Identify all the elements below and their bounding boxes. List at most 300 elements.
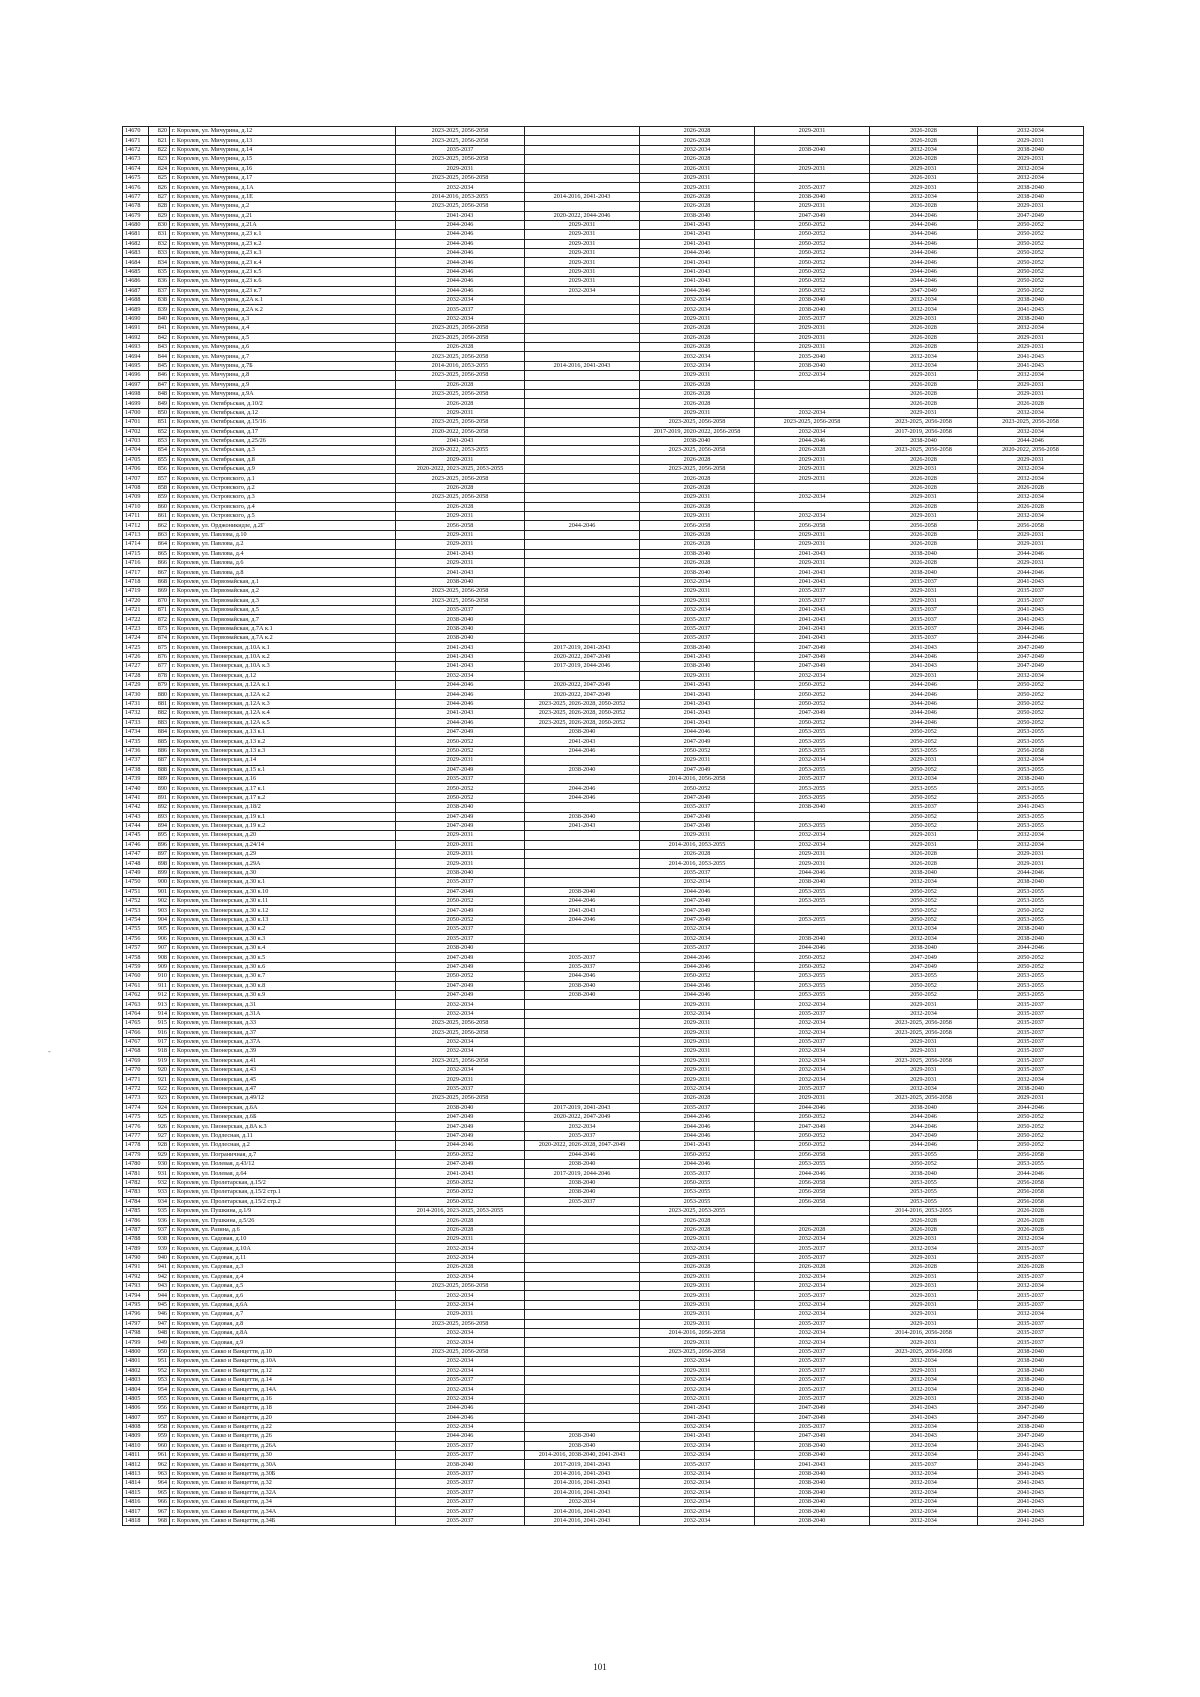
cell-period-d: 2032-2034 [755, 840, 870, 849]
cell-period-a: 2044-2046 [396, 220, 525, 229]
cell-address: г. Королев, ул. Садовая, д.8А [170, 1329, 396, 1338]
cell-period-d: 2038-2040 [755, 1441, 870, 1450]
cell-period-c: 2029-2031 [640, 587, 755, 596]
cell-period-f: 2050-2052 [978, 1122, 1084, 1131]
cell-period-d: 2053-2055 [755, 793, 870, 802]
cell-address: г. Королев, ул. Сакко и Ванцетти, д.14А [170, 1385, 396, 1394]
cell-address: г. Королев, ул. Мичурина, д.23 к.2 [170, 239, 396, 248]
cell-period-e: 2041-2043 [870, 1432, 978, 1441]
cell-row-id: 14676 [123, 183, 149, 192]
cell-address: г. Королев, ул. Пионерская, д.24/14 [170, 840, 396, 849]
cell-address: г. Королев, ул. Пионерская, д.30 к.7 [170, 972, 396, 981]
cell-item-number: 914 [149, 1009, 170, 1018]
cell-period-f: 2032-2034 [978, 1235, 1084, 1244]
cell-period-f: 2053-2055 [978, 897, 1084, 906]
document-sheet [122, 126, 1083, 1526]
cell-address: г. Королев, ул. Октябрьская, д.12 [170, 408, 396, 417]
cell-period-c: 2029-2031 [640, 408, 755, 417]
cell-row-id: 14701 [123, 418, 149, 427]
cell-period-f: 2053-2055 [978, 784, 1084, 793]
cell-period-b [525, 1422, 640, 1431]
cell-period-d: 2035-2037 [755, 314, 870, 323]
cell-period-d: 2056-2058 [755, 1188, 870, 1197]
cell-item-number: 943 [149, 1282, 170, 1291]
cell-address: г. Королев, ул. Сакко и Ванцетти, д.30Б [170, 1469, 396, 1478]
cell-period-a: 2035-2037 [396, 1451, 525, 1460]
cell-item-number: 950 [149, 1347, 170, 1356]
cell-period-c: 2026-2028 [640, 136, 755, 145]
cell-period-d: 2035-2037 [755, 1319, 870, 1328]
cell-row-id: 14714 [123, 540, 149, 549]
cell-period-d: 2053-2055 [755, 821, 870, 830]
table-row [123, 324, 1084, 333]
cell-period-c: 2029-2031 [640, 1366, 755, 1375]
cell-address: г. Королев, ул. Пионерская, д.16 [170, 774, 396, 783]
cell-period-b: 2038-2040 [525, 1178, 640, 1187]
cell-period-f: 2041-2043 [978, 1498, 1084, 1507]
cell-address: г. Королев, ул. Сакко и Ванцетти, д.30 [170, 1451, 396, 1460]
cell-row-id: 14675 [123, 173, 149, 182]
cell-period-e: 2050-2052 [870, 737, 978, 746]
cell-period-d: 2032-2034 [755, 1066, 870, 1075]
cell-item-number: 955 [149, 1394, 170, 1403]
cell-item-number: 927 [149, 1131, 170, 1140]
cell-period-e: 2044-2046 [870, 1122, 978, 1131]
table-row [123, 1479, 1084, 1488]
cell-address: г. Королев, ул. Мичурина, д.3 [170, 314, 396, 323]
cell-item-number: 852 [149, 427, 170, 436]
cell-row-id: 14763 [123, 1000, 149, 1009]
cell-period-a: 2029-2031 [396, 1310, 525, 1319]
cell-period-d [755, 155, 870, 164]
cell-period-d: 2050-2052 [755, 681, 870, 690]
cell-item-number: 946 [149, 1310, 170, 1319]
cell-row-id: 14723 [123, 624, 149, 633]
cell-row-id: 14818 [123, 1516, 149, 1525]
cell-period-b [525, 1235, 640, 1244]
cell-period-e: 2026-2028 [870, 1225, 978, 1234]
cell-period-a: 2023-2025, 2056-2058 [396, 324, 525, 333]
cell-address: г. Королев, ул. Островского, д.2 [170, 483, 396, 492]
cell-item-number: 958 [149, 1422, 170, 1431]
cell-row-id: 14736 [123, 746, 149, 755]
cell-period-e: 2032-2034 [870, 1507, 978, 1516]
table-row [123, 164, 1084, 173]
cell-address: г. Королев, ул. Островского, д.3 [170, 493, 396, 502]
cell-period-d: 2038-2040 [755, 1451, 870, 1460]
cell-period-b: 2029-2031 [525, 220, 640, 229]
cell-address: г. Королев, ул. Пролетарская, д.15/2 [170, 1178, 396, 1187]
cell-row-id: 14702 [123, 427, 149, 436]
cell-period-f: 2038-2040 [978, 1366, 1084, 1375]
cell-row-id: 14758 [123, 953, 149, 962]
cell-period-b [525, 587, 640, 596]
table-row [123, 568, 1084, 577]
cell-row-id: 14784 [123, 1197, 149, 1206]
cell-period-c: 2026-2028 [640, 850, 755, 859]
table-row [123, 1385, 1084, 1394]
cell-period-a: 2032-2034 [396, 1009, 525, 1018]
cell-address: г. Королев, ул. Павлова, д.10 [170, 530, 396, 539]
table-row [123, 878, 1084, 887]
cell-period-a: 2032-2034 [396, 183, 525, 192]
cell-item-number: 892 [149, 803, 170, 812]
cell-period-f: 2050-2052 [978, 277, 1084, 286]
cell-period-b: 2044-2046 [525, 972, 640, 981]
cell-period-a: 2023-2025, 2056-2058 [396, 1028, 525, 1037]
cell-period-b: 2029-2031 [525, 267, 640, 276]
table-row [123, 868, 1084, 877]
cell-period-b: 2014-2016, 2041-2043 [525, 1479, 640, 1488]
cell-period-f: 2032-2034 [978, 1310, 1084, 1319]
cell-period-b [525, 1272, 640, 1281]
table-row [123, 831, 1084, 840]
cell-row-id: 14728 [123, 671, 149, 680]
table-row [123, 493, 1084, 502]
cell-item-number: 942 [149, 1272, 170, 1281]
cell-period-d: 2050-2052 [755, 699, 870, 708]
cell-period-d: 2035-2037 [755, 1385, 870, 1394]
cell-period-d: 2032-2034 [755, 1000, 870, 1009]
cell-period-f: 2053-2055 [978, 728, 1084, 737]
cell-period-c: 2023-2025, 2056-2058 [640, 446, 755, 455]
cell-item-number: 910 [149, 972, 170, 981]
cell-period-f: 2050-2052 [978, 1141, 1084, 1150]
cell-row-id: 14677 [123, 192, 149, 201]
cell-period-c: 2029-2031 [640, 671, 755, 680]
table-row [123, 1113, 1084, 1122]
cell-period-a: 2032-2034 [396, 296, 525, 305]
cell-period-b: 2029-2031 [525, 249, 640, 258]
cell-period-c: 2029-2031 [640, 1300, 755, 1309]
cell-period-c: 2032-2034 [640, 1422, 755, 1431]
table-row [123, 737, 1084, 746]
cell-period-e: 2050-2052 [870, 812, 978, 821]
table-row [123, 1037, 1084, 1046]
table-row [123, 1460, 1084, 1469]
cell-period-c: 2029-2031 [640, 1075, 755, 1084]
cell-period-f: 2029-2031 [978, 380, 1084, 389]
cell-period-c: 2044-2046 [640, 286, 755, 295]
table-row [123, 615, 1084, 624]
cell-period-c: 2044-2046 [640, 1131, 755, 1140]
cell-period-b: 2014-2016, 2041-2043 [525, 361, 640, 370]
table-row [123, 765, 1084, 774]
cell-period-a: 2050-2052 [396, 1150, 525, 1159]
cell-period-b [525, 465, 640, 474]
cell-row-id: 14767 [123, 1037, 149, 1046]
cell-period-d: 2035-2037 [755, 183, 870, 192]
table-row [123, 296, 1084, 305]
cell-period-f: 2044-2046 [978, 436, 1084, 445]
cell-row-id: 14718 [123, 577, 149, 586]
cell-period-a: 2035-2037 [396, 605, 525, 614]
cell-period-a: 2050-2052 [396, 1178, 525, 1187]
cell-period-e: 2038-2040 [870, 436, 978, 445]
cell-row-id: 14748 [123, 859, 149, 868]
cell-address: г. Королев, ул. Мичурина, д.16 [170, 164, 396, 173]
cell-period-e: 2017-2019, 2056-2058 [870, 427, 978, 436]
cell-period-b: 2020-2022, 2047-2049 [525, 681, 640, 690]
cell-row-id: 14670 [123, 127, 149, 136]
cell-period-e: 2032-2034 [870, 1488, 978, 1497]
cell-period-b [525, 296, 640, 305]
cell-period-c: 2029-2031 [640, 1037, 755, 1046]
cell-address: г. Королев, ул. Мичурина, д.23 к.4 [170, 258, 396, 267]
cell-period-b [525, 803, 640, 812]
table-row [123, 746, 1084, 755]
cell-period-e: 2050-2052 [870, 887, 978, 896]
cell-period-f: 2041-2043 [978, 1460, 1084, 1469]
cell-period-a: 2029-2031 [396, 512, 525, 521]
cell-row-id: 14805 [123, 1394, 149, 1403]
cell-item-number: 877 [149, 662, 170, 671]
table-row [123, 925, 1084, 934]
cell-period-d [755, 906, 870, 915]
cell-period-f: 2050-2052 [978, 239, 1084, 248]
table-row [123, 690, 1084, 699]
cell-period-a: 2023-2025, 2056-2058 [396, 474, 525, 483]
cell-period-f: 2032-2034 [978, 465, 1084, 474]
cell-row-id: 14811 [123, 1451, 149, 1460]
cell-row-id: 14687 [123, 286, 149, 295]
cell-period-e: 2026-2028 [870, 502, 978, 511]
table-row [123, 512, 1084, 521]
cell-period-a: 2029-2031 [396, 455, 525, 464]
cell-period-c: 2050-2052 [640, 746, 755, 755]
cell-period-d: 2029-2031 [755, 530, 870, 539]
cell-row-id: 14674 [123, 164, 149, 173]
cell-period-f: 2041-2043 [978, 1479, 1084, 1488]
cell-period-a: 2047-2049 [396, 990, 525, 999]
table-row [123, 427, 1084, 436]
cell-period-a: 2047-2049 [396, 1113, 525, 1122]
cell-period-f: 2053-2055 [978, 821, 1084, 830]
table-row [123, 371, 1084, 380]
cell-period-c: 2032-2034 [640, 1498, 755, 1507]
cell-item-number: 865 [149, 549, 170, 558]
cell-period-f: 2050-2052 [978, 249, 1084, 258]
cell-period-d: 2053-2055 [755, 915, 870, 924]
cell-item-number: 963 [149, 1469, 170, 1478]
cell-item-number: 856 [149, 465, 170, 474]
cell-period-d: 2050-2052 [755, 953, 870, 962]
cell-period-d: 2035-2037 [755, 1037, 870, 1046]
cell-period-d: 2035-2037 [755, 587, 870, 596]
cell-item-number: 828 [149, 202, 170, 211]
cell-period-b: 2044-2046 [525, 915, 640, 924]
cell-item-number: 944 [149, 1291, 170, 1300]
cell-period-c: 2026-2028 [640, 333, 755, 342]
cell-period-e: 2026-2028 [870, 850, 978, 859]
table-row [123, 1188, 1084, 1197]
cell-address: г. Королев, ул. Сакко и Ванцетти, д.34 [170, 1498, 396, 1507]
cell-period-c: 2041-2043 [640, 1432, 755, 1441]
cell-period-a: 2032-2034 [396, 1394, 525, 1403]
cell-period-f: 2041-2043 [978, 1441, 1084, 1450]
table-row [123, 1357, 1084, 1366]
cell-address: г. Королев, ул. Пионерская, д.12А к.5 [170, 718, 396, 727]
cell-period-e: 2047-2049 [870, 962, 978, 971]
cell-period-f: 2032-2034 [978, 493, 1084, 502]
cell-period-a: 2035-2037 [396, 878, 525, 887]
cell-row-id: 14684 [123, 258, 149, 267]
cell-row-id: 14742 [123, 803, 149, 812]
margin-mark: - [48, 1047, 51, 1056]
cell-period-e: 2029-2031 [870, 671, 978, 680]
cell-period-e: 2047-2049 [870, 1131, 978, 1140]
cell-period-f: 2044-2046 [978, 549, 1084, 558]
cell-row-id: 14786 [123, 1216, 149, 1225]
table-row [123, 1263, 1084, 1272]
cell-period-f: 2047-2049 [978, 211, 1084, 220]
cell-address: г. Королев, ул. Сакко и Ванцетти, д.16 [170, 1394, 396, 1403]
cell-period-f: 2053-2055 [978, 990, 1084, 999]
cell-address: г. Королев, ул. Пионерская, д.8А к.3 [170, 1122, 396, 1131]
table-row [123, 821, 1084, 830]
cell-period-e: 2032-2034 [870, 1516, 978, 1525]
cell-period-c: 2038-2040 [640, 549, 755, 558]
cell-period-e: 2038-2040 [870, 568, 978, 577]
cell-period-c: 2041-2043 [640, 690, 755, 699]
cell-period-f: 2035-2037 [978, 1047, 1084, 1056]
cell-period-b [525, 1094, 640, 1103]
cell-period-a: 2023-2025, 2056-2058 [396, 202, 525, 211]
cell-address: г. Королев, ул. Пионерская, д.13 к.3 [170, 746, 396, 755]
cell-period-f: 2050-2052 [978, 906, 1084, 915]
cell-row-id: 14695 [123, 361, 149, 370]
cell-period-c: 2026-2028 [640, 380, 755, 389]
cell-period-f: 2035-2037 [978, 1253, 1084, 1262]
cell-item-number: 918 [149, 1047, 170, 1056]
cell-period-f: 2041-2043 [978, 577, 1084, 586]
table-row [123, 155, 1084, 164]
cell-period-e: 2026-2028 [870, 155, 978, 164]
cell-item-number: 939 [149, 1244, 170, 1253]
cell-period-f: 2050-2052 [978, 286, 1084, 295]
cell-period-f: 2035-2037 [978, 1000, 1084, 1009]
cell-period-b [525, 634, 640, 643]
cell-address: г. Королев, ул. Сакко и Ванцетти, д.10А [170, 1357, 396, 1366]
cell-address: г. Королев, ул. Садовая, д.9 [170, 1338, 396, 1347]
cell-period-b [525, 868, 640, 877]
cell-period-b [525, 333, 640, 342]
cell-period-d [755, 925, 870, 934]
cell-period-a: 2041-2043 [396, 211, 525, 220]
cell-item-number: 960 [149, 1441, 170, 1450]
cell-item-number: 921 [149, 1075, 170, 1084]
cell-row-id: 14692 [123, 333, 149, 342]
cell-address: г. Королев, ул. Пионерская, д.30 к.6 [170, 962, 396, 971]
table-row [123, 671, 1084, 680]
cell-period-b [525, 155, 640, 164]
cell-address: г. Королев, ул. Мичурина, д.4 [170, 324, 396, 333]
cell-period-c: 2041-2043 [640, 267, 755, 276]
cell-item-number: 821 [149, 136, 170, 145]
cell-row-id: 14816 [123, 1498, 149, 1507]
cell-period-d: 2038-2040 [755, 1488, 870, 1497]
cell-period-d: 2041-2043 [755, 1460, 870, 1469]
cell-period-c: 2047-2049 [640, 737, 755, 746]
cell-period-e: 2026-2028 [870, 540, 978, 549]
cell-period-b: 2014-2016, 2041-2043 [525, 1507, 640, 1516]
cell-period-f: 2032-2034 [978, 474, 1084, 483]
cell-period-d: 2029-2031 [755, 324, 870, 333]
cell-period-e: 2026-2028 [870, 1263, 978, 1272]
cell-period-b [525, 342, 640, 351]
cell-item-number: 885 [149, 737, 170, 746]
cell-period-d: 2032-2034 [755, 1338, 870, 1347]
cell-row-id: 14743 [123, 812, 149, 821]
cell-period-b: 2044-2046 [525, 521, 640, 530]
cell-item-number: 923 [149, 1094, 170, 1103]
cell-item-number: 952 [149, 1366, 170, 1375]
cell-address: г. Королев, ул. Пионерская, д.19 к.1 [170, 812, 396, 821]
cell-row-id: 14698 [123, 389, 149, 398]
cell-period-f: 2038-2040 [978, 1375, 1084, 1384]
cell-period-c: 2041-2043 [640, 220, 755, 229]
cell-period-f: 2032-2034 [978, 127, 1084, 136]
cell-address: г. Королев, ул. Первомайская, д.1 [170, 577, 396, 586]
cell-period-b [525, 136, 640, 145]
cell-period-c: 2035-2037 [640, 634, 755, 643]
cell-address: г. Королев, ул. Садовая, д.10А [170, 1244, 396, 1253]
cell-period-c: 2026-2028 [640, 202, 755, 211]
cell-period-c: 2035-2037 [640, 1169, 755, 1178]
cell-row-id: 14713 [123, 530, 149, 539]
table-row [123, 314, 1084, 323]
cell-period-b [525, 540, 640, 549]
cell-item-number: 839 [149, 305, 170, 314]
cell-period-d: 2053-2055 [755, 737, 870, 746]
cell-period-f: 2029-2031 [978, 202, 1084, 211]
cell-period-d: 2032-2034 [755, 1075, 870, 1084]
cell-period-c: 2026-2028 [640, 474, 755, 483]
cell-item-number: 858 [149, 483, 170, 492]
table-row [123, 192, 1084, 201]
cell-period-e: 2029-2031 [870, 1300, 978, 1309]
cell-period-f: 2041-2043 [978, 605, 1084, 614]
cell-row-id: 14673 [123, 155, 149, 164]
cell-item-number: 855 [149, 455, 170, 464]
cell-item-number: 900 [149, 878, 170, 887]
cell-address: г. Королев, ул. Пионерская, д.14 [170, 756, 396, 765]
cell-period-b [525, 756, 640, 765]
cell-period-c: 2047-2049 [640, 821, 755, 830]
cell-row-id: 14778 [123, 1141, 149, 1150]
cell-period-a: 2029-2031 [396, 408, 525, 417]
table-row [123, 239, 1084, 248]
cell-period-e: 2032-2034 [870, 1469, 978, 1478]
cell-period-e: 2032-2034 [870, 1479, 978, 1488]
cell-period-a: 2038-2040 [396, 803, 525, 812]
cell-period-a: 2038-2040 [396, 615, 525, 624]
table-row [123, 1498, 1084, 1507]
cell-period-e: 2023-2025, 2056-2058 [870, 446, 978, 455]
table-row [123, 1329, 1084, 1338]
cell-address: г. Королев, ул. Сакко и Ванцетти, д.18 [170, 1404, 396, 1413]
cell-period-d: 2050-2052 [755, 1131, 870, 1140]
cell-period-c: 2026-2028 [640, 1225, 755, 1234]
cell-item-number: 933 [149, 1188, 170, 1197]
table-row [123, 859, 1084, 868]
cell-period-a: 2041-2043 [396, 568, 525, 577]
cell-item-number: 903 [149, 906, 170, 915]
cell-period-b [525, 1385, 640, 1394]
cell-period-d: 2041-2043 [755, 615, 870, 624]
cell-row-id: 14731 [123, 699, 149, 708]
cell-period-f: 2026-2028 [978, 399, 1084, 408]
